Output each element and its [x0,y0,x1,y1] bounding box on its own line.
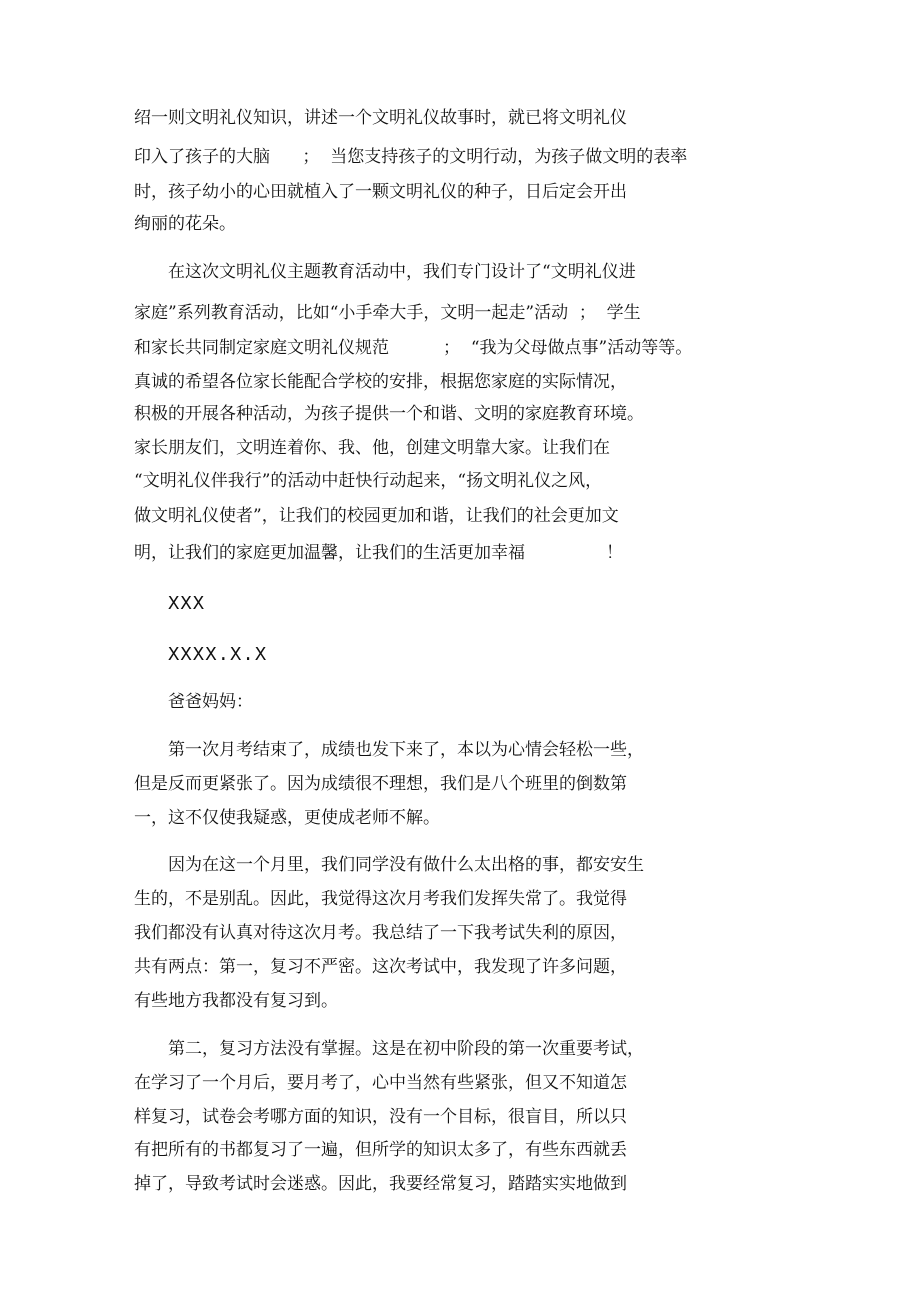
text-line: 但是反而更紧张了。因为成绩很不理想，我们是八个班里的倒数第 [134,774,627,794]
text-line: 共有两点：第一，复习不严密。这次考试中，我发现了许多问题， [134,957,627,977]
text-line: 积极的开展各种活动，为孩子提供一个和谐、文明的家庭教育环境。 [134,404,644,424]
text-line: 和家长共同制定家庭文明礼仪规范 ； “我为父母做点事”活动等等。 [134,338,693,358]
signature-name: XXX [168,593,206,615]
text-line: 家长朋友们，文明连着你、我、他，创建文明靠大家。让我们在 [134,438,610,458]
text-line: 因为在这一个月里，我们同学没有做什么太出格的事，都安安生 [168,855,644,875]
text-line: 真诚的希望各位家长能配合学校的安排，根据您家庭的实际情况， [134,372,627,392]
text-line: 样复习，试卷会考哪方面的知识，没有一个目标，很盲目，所以只 [134,1107,627,1127]
text-line: 一，这不仅使我疑惑，更使成老师不解。 [134,808,440,828]
text-line: 我们都没有认真对待这次月考。我总结了一下我考试失利的原因， [134,923,627,943]
signature-date: XXXX.X.X [168,644,268,666]
text-line: 第二，复习方法没有掌握。这是在初中阶段的第一次重要考试， [168,1039,644,1059]
text-line: 绍一则文明礼仪知识，讲述一个文明礼仪故事时，就已将文明礼仪 [134,108,627,128]
text-line: 绚丽的花朵。 [134,214,236,234]
text-line: 在学习了一个月后，要月考了，心中当然有些紧张，但又不知道怎 [134,1073,627,1093]
text-line: 有把所有的书都复习了一遍，但所学的知识太多了，有些东西就丢 [134,1140,627,1160]
text-line: “文明礼仪伴我行”的活动中赶快行动起来，“扬文明礼仪之风， [134,471,603,491]
text-line: 生的，不是别乱。因此，我觉得这次月考我们发挥失常了。我觉得 [134,889,627,909]
text-line: 家庭”系列教育活动，比如“小手牵大手，文明一起走”活动 ； 学生 [134,303,641,323]
text-line: 印入了孩子的大脑 ； 当您支持孩子的文明行动，为孩子做文明的表率 [134,147,688,167]
text-line: 在这次文明礼仪主题教育活动中，我们专门设计了“文明礼仪进 [168,262,636,282]
text-line: 明，让我们的家庭更加温馨，让我们的生活更加幸福 ！ [134,543,624,563]
text-line: 掉了，导致考试时会迷惑。因此，我要经常复习，踏踏实实地做到 [134,1174,627,1194]
text-line: 时，孩子幼小的心田就植入了一颗文明礼仪的种子，日后定会开出 [134,182,627,202]
text-line: 有些地方我都没有复习到。 [134,991,338,1011]
salutation: 爸爸妈妈： [168,692,253,712]
text-line: 第一次月考结束了，成绩也发下来了，本以为心情会轻松一些， [168,740,644,760]
text-line: 做文明礼仪使者”，让我们的校园更加和谐，让我们的社会更加文 [134,506,619,526]
